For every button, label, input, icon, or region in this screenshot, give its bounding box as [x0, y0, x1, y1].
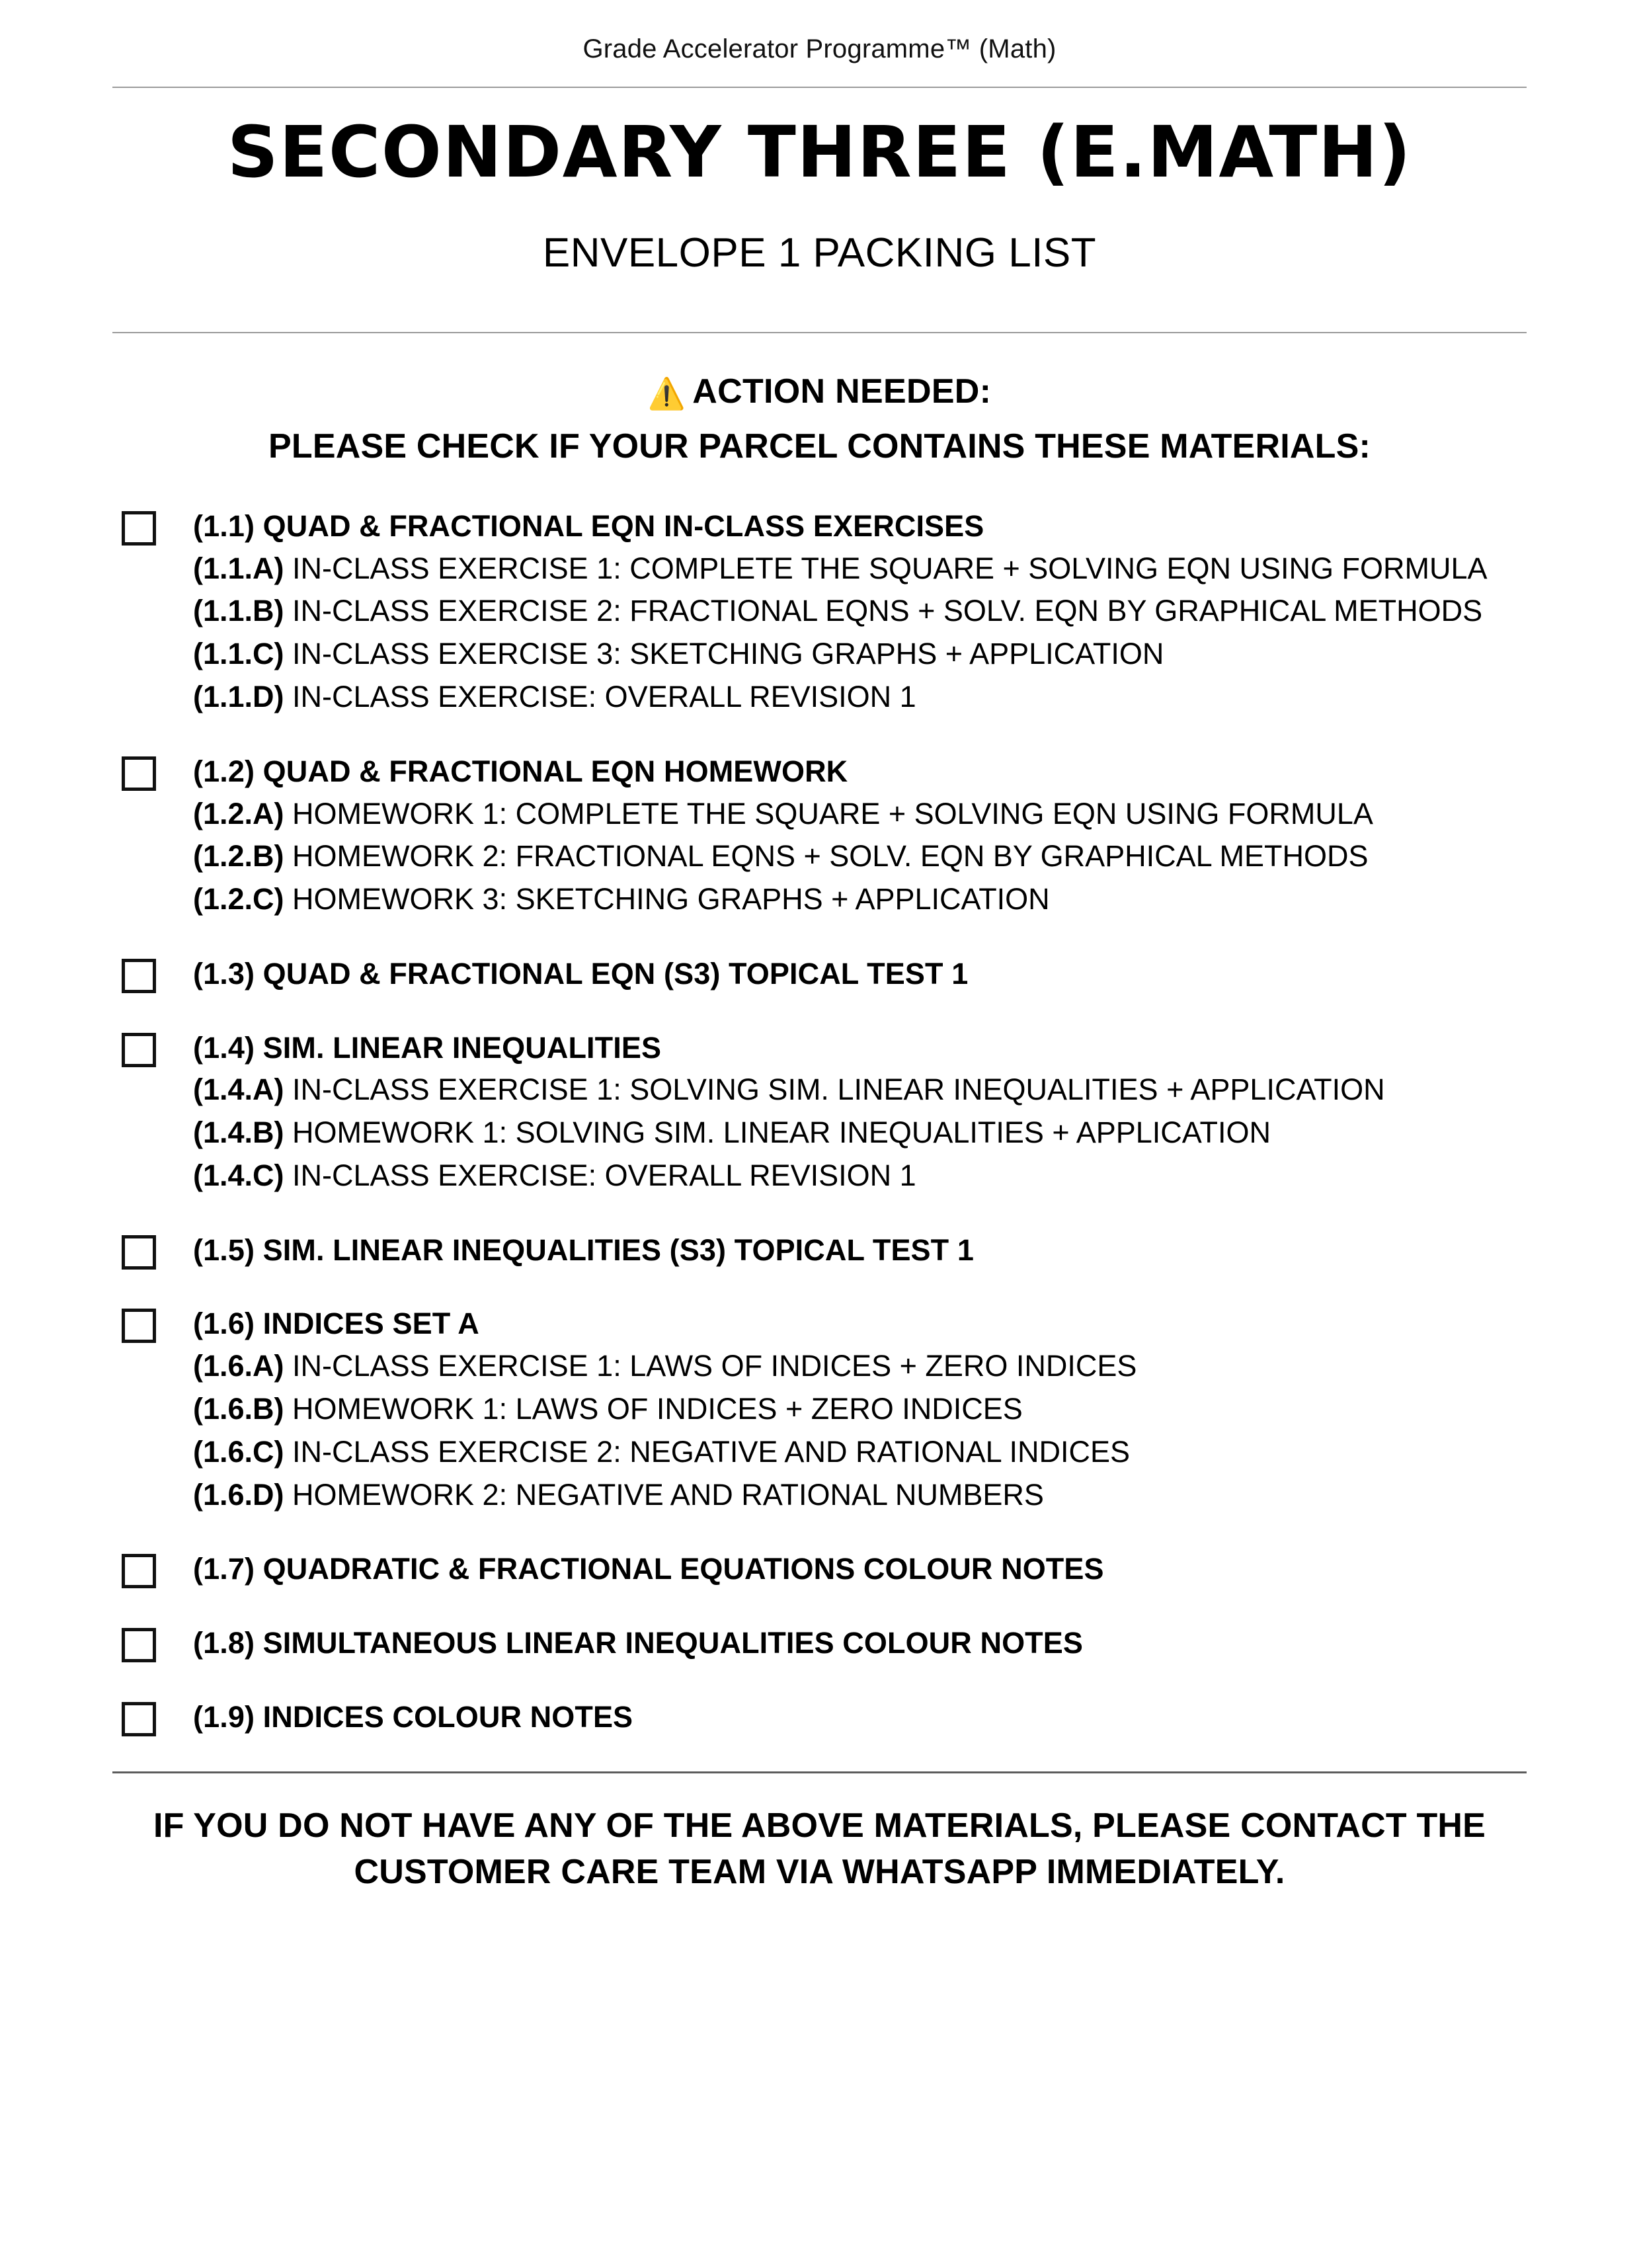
sub-item-code: (1.2.A) [193, 796, 284, 830]
action-needed-block [112, 372, 1527, 466]
list-item[interactable] [112, 1698, 1527, 1736]
item-title [193, 1550, 1527, 1588]
sub-item [193, 549, 1527, 588]
sub-item-code: (1.4.A) [193, 1073, 284, 1107]
footer-line-1: IF YOU DO NOT HAVE ANY OF THE ABOVE MATERIALS, PLEASE CONTACT THE [153, 1806, 1486, 1845]
sub-item-label: HOMEWORK 3: SKETCHING GRAPHS + APPLICATION [292, 882, 1050, 916]
checkbox-1-1[interactable] [122, 511, 156, 546]
item-code: (1.6) [193, 1307, 255, 1341]
footer-divider [112, 1771, 1527, 1773]
item-code: (1.2) [193, 754, 255, 788]
sub-item-label: HOMEWORK 2: FRACTIONAL EQNS + SOLV. EQN BY GRAPHICAL METHODS [292, 839, 1369, 873]
sub-item [193, 591, 1527, 631]
list-item[interactable] [112, 507, 1527, 717]
sub-item-code: (1.1.B) [193, 594, 284, 628]
item-label: INDICES COLOUR NOTES [262, 1699, 633, 1734]
page-title: SECONDARY THREE (E.MATH) [227, 112, 1412, 194]
item-label: QUAD & FRACTIONAL EQN HOMEWORK [262, 754, 848, 788]
item-title [193, 1624, 1527, 1662]
footer-line-2: CUSTOMER CARE TEAM VIA WHATSAPP IMMEDIATELY. [354, 1853, 1285, 1892]
sub-item-code: (1.6.D) [193, 1477, 284, 1512]
sub-item-label: HOMEWORK 1: SOLVING SIM. LINEAR INEQUALITIES + APPLICATION [292, 1115, 1271, 1150]
item-code: (1.9) [193, 1699, 255, 1734]
sub-item-code: (1.6.C) [193, 1434, 284, 1469]
checkbox-1-4[interactable] [122, 1033, 156, 1067]
list-item[interactable] [112, 1231, 1527, 1270]
action-needed-label: ACTION NEEDED: [692, 372, 992, 411]
item-title [193, 1698, 1527, 1736]
sub-item-label: HOMEWORK 1: COMPLETE THE SQUARE + SOLVING EQN USING FORMULA [292, 796, 1373, 830]
checkbox-1-2[interactable] [122, 756, 156, 791]
checklist [112, 507, 1527, 1736]
item-code: (1.7) [193, 1552, 255, 1586]
header-divider-top [112, 87, 1527, 88]
sub-item-label: IN-CLASS EXERCISE: OVERALL REVISION 1 [292, 1158, 916, 1192]
sub-item-label: IN-CLASS EXERCISE 1: LAWS OF INDICES + ZERO INDICES [292, 1349, 1137, 1383]
item-code: (1.8) [193, 1625, 255, 1660]
checkbox-1-5[interactable] [122, 1235, 156, 1270]
sub-item [193, 1113, 1527, 1153]
item-label: QUAD & FRACTIONAL EQN IN-CLASS EXERCISES [262, 509, 984, 543]
item-label: QUAD & FRACTIONAL EQN (S3) TOPICAL TEST 1 [262, 957, 969, 991]
sub-item-code: (1.4.C) [193, 1158, 284, 1192]
sub-item-label: IN-CLASS EXERCISE 2: FRACTIONAL EQNS + SOLV. EQN BY GRAPHICAL METHODS [292, 594, 1483, 628]
item-title [193, 1231, 1527, 1270]
action-needed-heading [112, 372, 1527, 412]
item-title [193, 752, 1527, 791]
item-label: INDICES SET A [262, 1307, 479, 1341]
item-label: QUADRATIC & FRACTIONAL EQUATIONS COLOUR NOTES [262, 1552, 1104, 1586]
sub-item [193, 1475, 1527, 1515]
sub-item-label: HOMEWORK 1: LAWS OF INDICES + ZERO INDICES [292, 1391, 1023, 1426]
sub-item [193, 677, 1527, 717]
checkbox-1-9[interactable] [122, 1702, 156, 1736]
checkbox-1-8[interactable] [122, 1628, 156, 1662]
sub-item-label: IN-CLASS EXERCISE: OVERALL REVISION 1 [292, 680, 916, 714]
programme-name: Grade Accelerator Programme™ (Math) [582, 34, 1057, 63]
sub-item [193, 794, 1527, 834]
list-item[interactable] [112, 1550, 1527, 1588]
checkbox-1-6[interactable] [122, 1309, 156, 1343]
sub-item [193, 1432, 1527, 1472]
item-label: SIM. LINEAR INEQUALITIES [262, 1030, 662, 1065]
sub-item [193, 836, 1527, 876]
sub-item [193, 1156, 1527, 1195]
sub-item [193, 1389, 1527, 1429]
action-instruction: PLEASE CHECK IF YOUR PARCEL CONTAINS THESE MATERIALS: [268, 427, 1371, 466]
sub-item-code: (1.6.B) [193, 1391, 284, 1426]
list-item[interactable] [112, 955, 1527, 993]
sub-item-code: (1.2.B) [193, 839, 284, 873]
footer-note [112, 1802, 1527, 1895]
item-code: (1.5) [193, 1233, 255, 1267]
sub-item-code: (1.1.A) [193, 551, 284, 585]
item-title [193, 1029, 1527, 1067]
sub-item-label: IN-CLASS EXERCISE 1: SOLVING SIM. LINEAR INEQUALITIES + APPLICATION [292, 1073, 1385, 1107]
sub-item-label: IN-CLASS EXERCISE 3: SKETCHING GRAPHS + APPLICATION [292, 637, 1164, 671]
item-code: (1.1) [193, 509, 255, 543]
item-label: SIMULTANEOUS LINEAR INEQUALITIES COLOUR NOTES [262, 1625, 1083, 1660]
sub-item-label: IN-CLASS EXERCISE 1: COMPLETE THE SQUARE + SOLVING EQN USING FORMULA [292, 551, 1488, 585]
warning-icon: ⚠️ [647, 376, 686, 411]
item-code: (1.3) [193, 957, 255, 991]
list-item[interactable] [112, 1624, 1527, 1662]
sub-item-code: (1.4.B) [193, 1115, 284, 1150]
page-subtitle: ENVELOPE 1 PACKING LIST [542, 230, 1097, 276]
sub-item-code: (1.1.D) [193, 680, 284, 714]
item-label: SIM. LINEAR INEQUALITIES (S3) TOPICAL TEST 1 [262, 1233, 974, 1267]
sub-item [193, 1070, 1527, 1110]
item-title [193, 507, 1527, 546]
item-code: (1.4) [193, 1030, 255, 1065]
sub-item-code: (1.2.C) [193, 882, 284, 916]
sub-item-code: (1.1.C) [193, 637, 284, 671]
sub-item [193, 879, 1527, 919]
sub-item [193, 1346, 1527, 1386]
list-item[interactable] [112, 1029, 1527, 1195]
sub-item-label: HOMEWORK 2: NEGATIVE AND RATIONAL NUMBERS [292, 1477, 1044, 1512]
list-item[interactable] [112, 1305, 1527, 1514]
checkbox-1-7[interactable] [122, 1554, 156, 1588]
checkbox-1-3[interactable] [122, 959, 156, 993]
item-title [193, 1305, 1527, 1343]
sub-item [193, 634, 1527, 674]
header-divider-bottom [112, 332, 1527, 333]
item-title [193, 955, 1527, 993]
list-item[interactable] [112, 752, 1527, 919]
sub-item-code: (1.6.A) [193, 1349, 284, 1383]
sub-item-label: IN-CLASS EXERCISE 2: NEGATIVE AND RATIONAL INDICES [292, 1434, 1131, 1469]
